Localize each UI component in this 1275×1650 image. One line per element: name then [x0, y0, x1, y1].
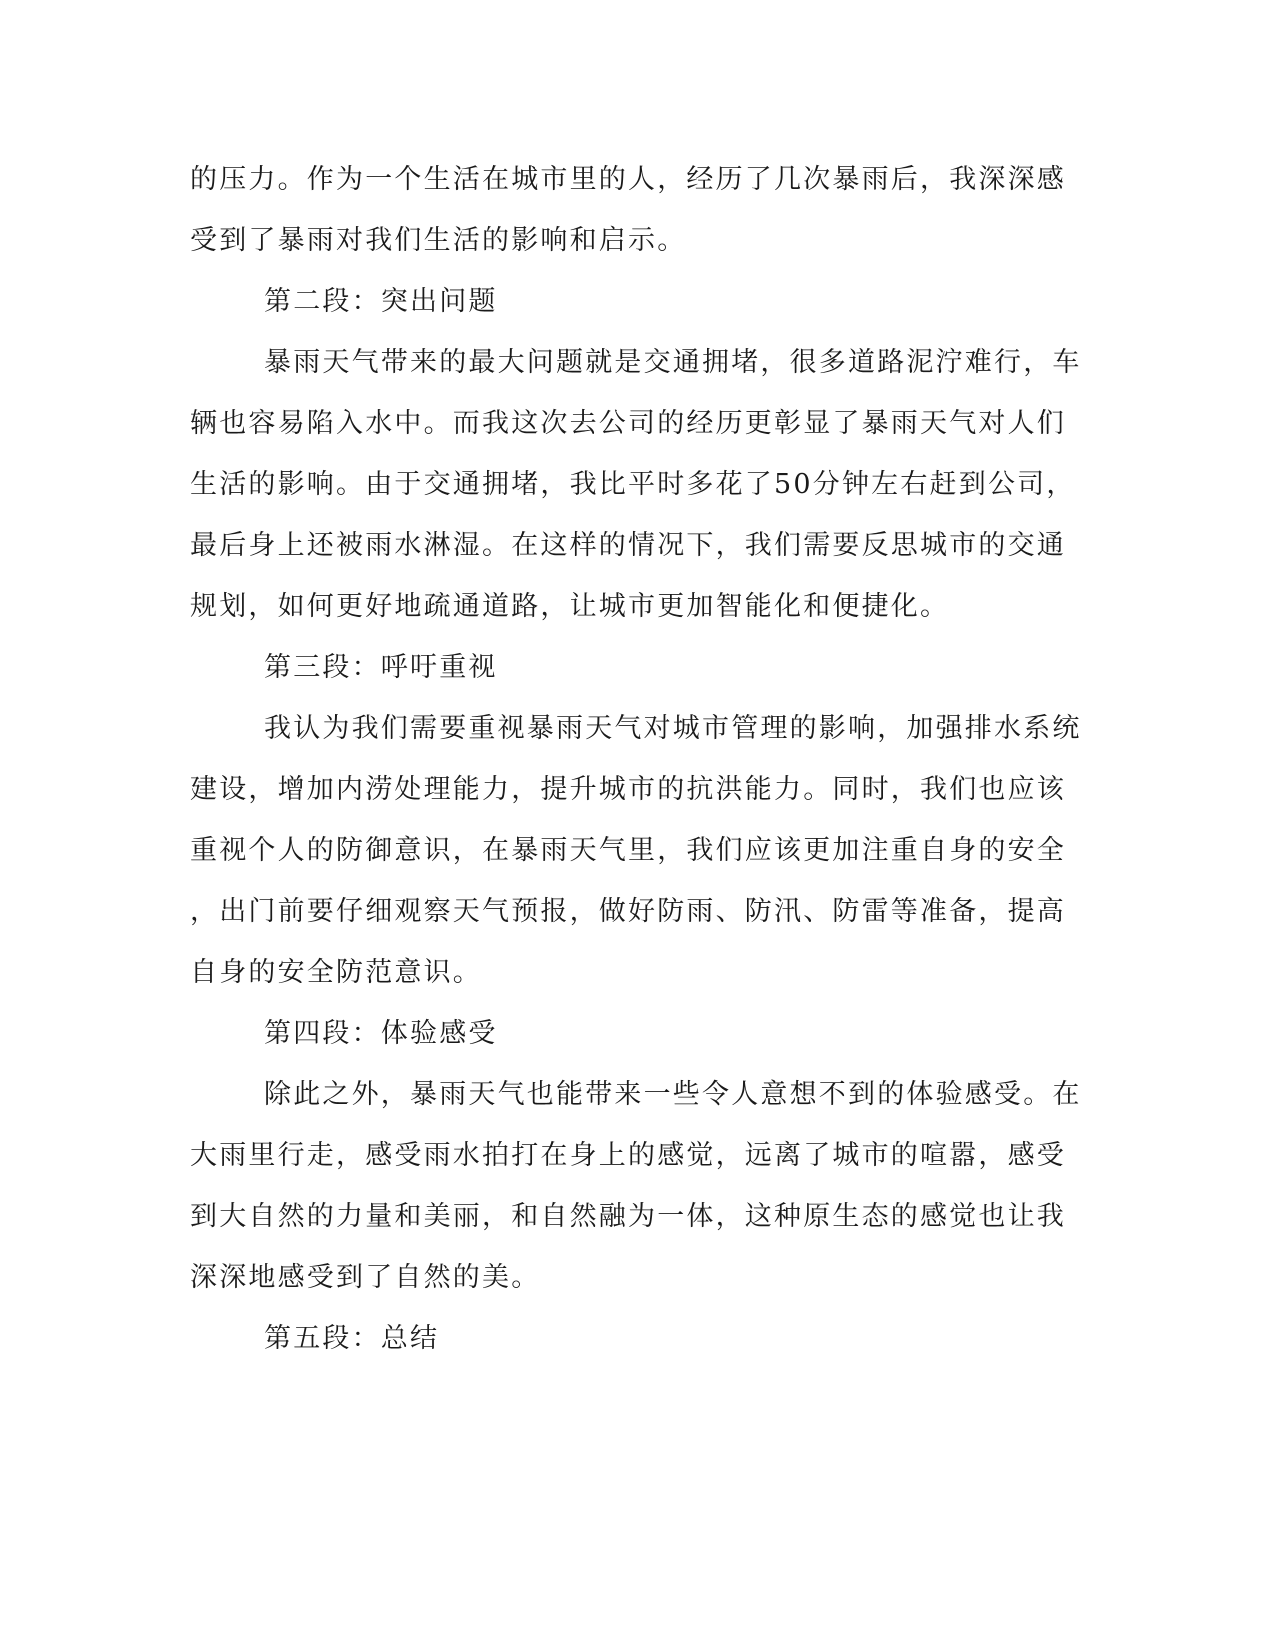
body-line: 大雨里行走，感受雨水拍打在身上的感觉，远离了城市的喧嚣，感受 — [190, 1140, 1066, 1171]
paragraph-line: 除此之外，暴雨天气也能带来一些令人意想不到的体验感受。在 — [264, 1079, 1082, 1110]
body-line: 重视个人的防御意识，在暴雨天气里，我们应该更加注重自身的安全 — [190, 835, 1066, 866]
body-line: 最后身上还被雨水淋湿。在这样的情况下，我们需要反思城市的交通 — [190, 530, 1066, 561]
section-heading-2: 第二段：突出问题 — [264, 286, 498, 317]
body-line: 的压力。作为一个生活在城市里的人，经历了几次暴雨后，我深深感 — [190, 164, 1066, 195]
body-line: 辆也容易陷入水中。而我这次去公司的经历更彰显了暴雨天气对人们 — [190, 408, 1066, 439]
body-line: 生活的影响。由于交通拥堵，我比平时多花了50分钟左右赶到公司， — [190, 469, 1076, 500]
body-line: 到大自然的力量和美丽，和自然融为一体，这种原生态的感觉也让我 — [190, 1201, 1066, 1232]
body-line: ，出门前要仔细观察天气预报，做好防雨、防汛、防雷等准备，提高 — [190, 896, 1066, 927]
body-line: 自身的安全防范意识。 — [190, 957, 482, 988]
body-line: 受到了暴雨对我们生活的影响和启示。 — [190, 225, 687, 256]
body-line: 建设，增加内涝处理能力，提升城市的抗洪能力。同时，我们也应该 — [190, 774, 1066, 805]
body-line: 规划，如何更好地疏通道路，让城市更加智能化和便捷化。 — [190, 591, 950, 622]
section-heading-4: 第四段：体验感受 — [264, 1018, 498, 1049]
body-line: 深深地感受到了自然的美。 — [190, 1262, 541, 1293]
paragraph-line: 我认为我们需要重视暴雨天气对城市管理的影响，加强排水系统 — [264, 713, 1082, 744]
section-heading-3: 第三段：呼吁重视 — [264, 652, 498, 683]
section-heading-5: 第五段：总结 — [264, 1323, 440, 1354]
paragraph-line: 暴雨天气带来的最大问题就是交通拥堵，很多道路泥泞难行，车 — [264, 347, 1082, 378]
